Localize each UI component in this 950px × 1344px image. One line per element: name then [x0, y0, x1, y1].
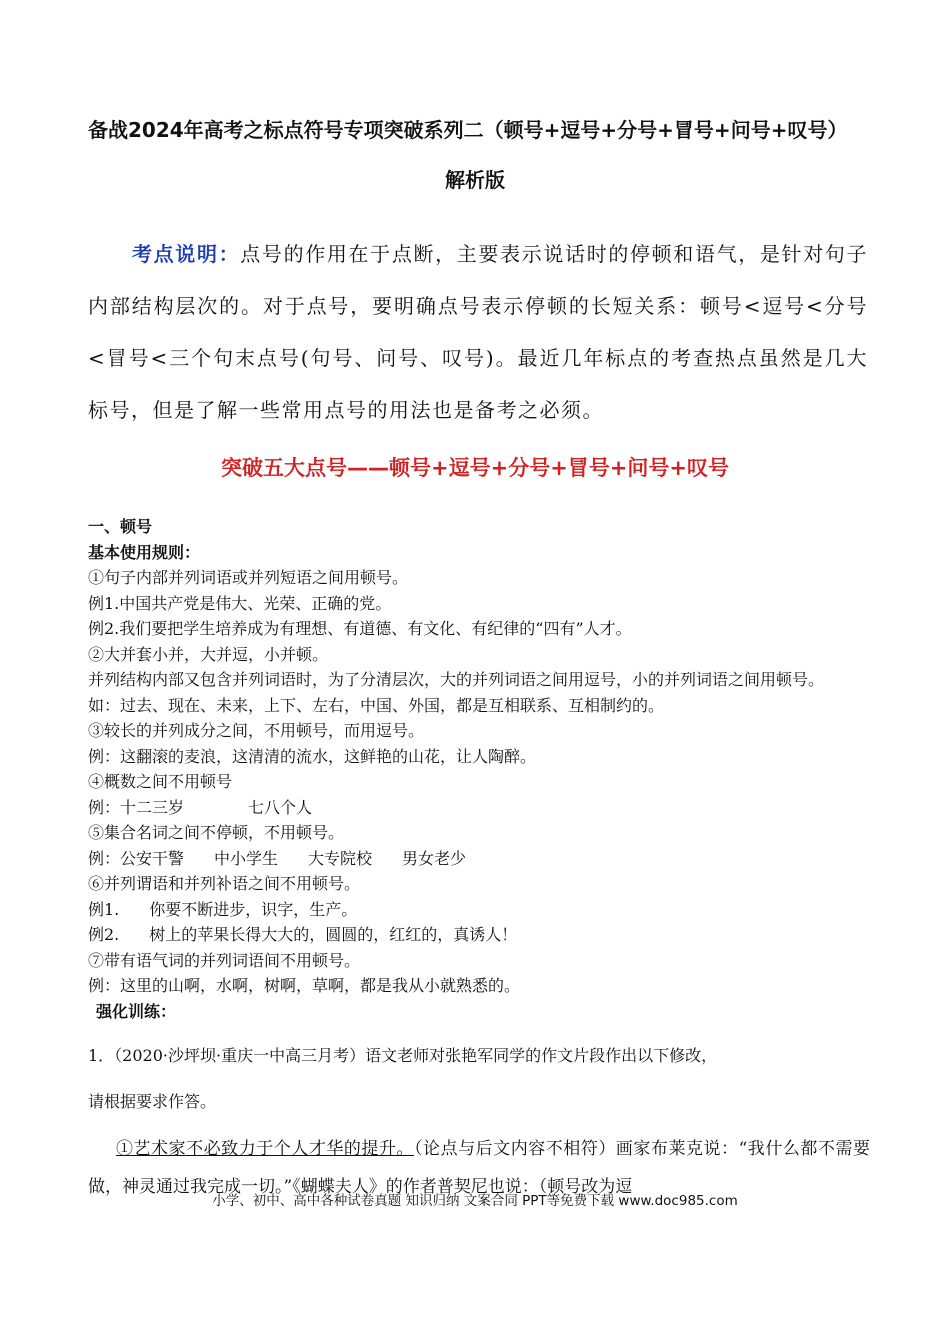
example-text: 男女老少 — [402, 848, 467, 868]
example-text: 大专院校 — [308, 848, 373, 868]
intro-label: 考点说明： — [132, 242, 241, 266]
approx-number-example — [88, 795, 870, 821]
example-line — [88, 922, 870, 948]
rule-line: ⑥并列谓语和并列补语之间不用顿号。 — [88, 874, 361, 893]
example-text: 你要不断进步，识字，生产。 — [149, 899, 358, 919]
rule-line: ①句子内部并列词语或并列短语之间用顿号。 — [88, 568, 409, 587]
example-line: 如：过去、现在、未来，上下、左右，中国、外国，都是互相联系、互相制约的。 — [88, 695, 665, 715]
question-stem-line: 1．（2020·沙坪坝·重庆一中高三月考）语文老师对张艳军同学的作文片段作出以下修改， — [88, 1046, 718, 1065]
rule-line: ⑦带有语气词的并列词语间不用顿号。 — [88, 950, 361, 970]
rule-line: ⑤集合名词之间不停顿，不用顿号。 — [88, 823, 345, 842]
collective-noun-example — [88, 846, 870, 872]
example-line: 例1.中国共产党是伟大、光荣、正确的党。 — [88, 593, 392, 613]
rule-explanation: 并列结构内部又包含并列词语时，为了分清层次，大的并列词语之间用逗号，小的并列词语之间用顿号。 — [88, 670, 825, 689]
document-subtitle: 解析版 — [445, 168, 505, 192]
underlined-sentence: ①艺术家不必致力于个人才华的提升。 — [116, 1139, 415, 1159]
example-line: 例2.我们要把学生培养成为有理想、有道德、有文化、有纪律的“四有”人才。 — [88, 619, 632, 638]
example-label: 例2. — [88, 925, 120, 944]
section-heading: 突破五大点号——顿号+逗号+分号+冒号+问号+叹号 — [221, 456, 729, 480]
question-stem-line: 请根据要求作答。 — [88, 1092, 217, 1111]
intro-text: 点号的作用在于点断，主要表示说话时的停顿和语气，是针对句子内部结构层次的。对于点号，要明确点号表示停顿的长短关系：顿号<逗号<分号<冒号<三个句末点号(句号、问号、叹号)。最近几年标点的考查热点虽然是几大标号，但是了解一些常用点号的用法也是备考之必须。 — [88, 242, 869, 422]
example-text: 树上的苹果长得大大的，圆圆的，红红的，真诱人！ — [149, 925, 518, 944]
intro-paragraph — [88, 228, 868, 436]
training-heading: 强化训练： — [96, 1001, 177, 1021]
section-heading-dunhao: 一、顿号 — [88, 517, 153, 536]
example-text: 七八个人 — [248, 797, 313, 817]
example-line: 例：这翻滚的麦浪，这清清的流水，这鲜艳的山花，让人陶醉。 — [88, 746, 537, 766]
rule-line: ③较长的并列成分之间，不用顿号，而用逗号。 — [88, 721, 425, 740]
example-label: 例1. — [88, 899, 120, 919]
example-text: 例：公安干警 — [88, 848, 185, 868]
rule-line: ②大并套小并，大并逗，小并顿。 — [88, 644, 329, 664]
page-footer: 小学、初中、高中各种试卷真题 知识归纳 文案合同 PPT等免费下载 www.doc985.com — [212, 1193, 738, 1209]
example-text: 中小学生 — [214, 848, 279, 868]
question-stem — [88, 1043, 870, 1122]
exercise-question-1 — [88, 1043, 870, 1206]
rule-line: ④概数之间不用顿号 — [88, 772, 233, 791]
passage-text: （论点与后文内容不相符）画家布莱克说：“我什么都不需要做，神灵通过我完成一切。”《蝴蝶夫人》的作者普契尼也说：（顿号改为逗 — [88, 1139, 870, 1197]
section-comma-content — [88, 514, 870, 1024]
rules-heading: 基本使用规则： — [88, 542, 201, 562]
example-line: 例：这里的山啊，水啊，树啊，草啊，都是我从小就熟悉的。 — [88, 976, 521, 995]
example-line — [88, 897, 870, 923]
document-title: 备战2024年高考之标点符号专项突破系列二（顿号+逗号+分号+冒号+问号+叹号） — [88, 118, 848, 142]
example-text: 例：十二三岁 — [88, 797, 185, 817]
